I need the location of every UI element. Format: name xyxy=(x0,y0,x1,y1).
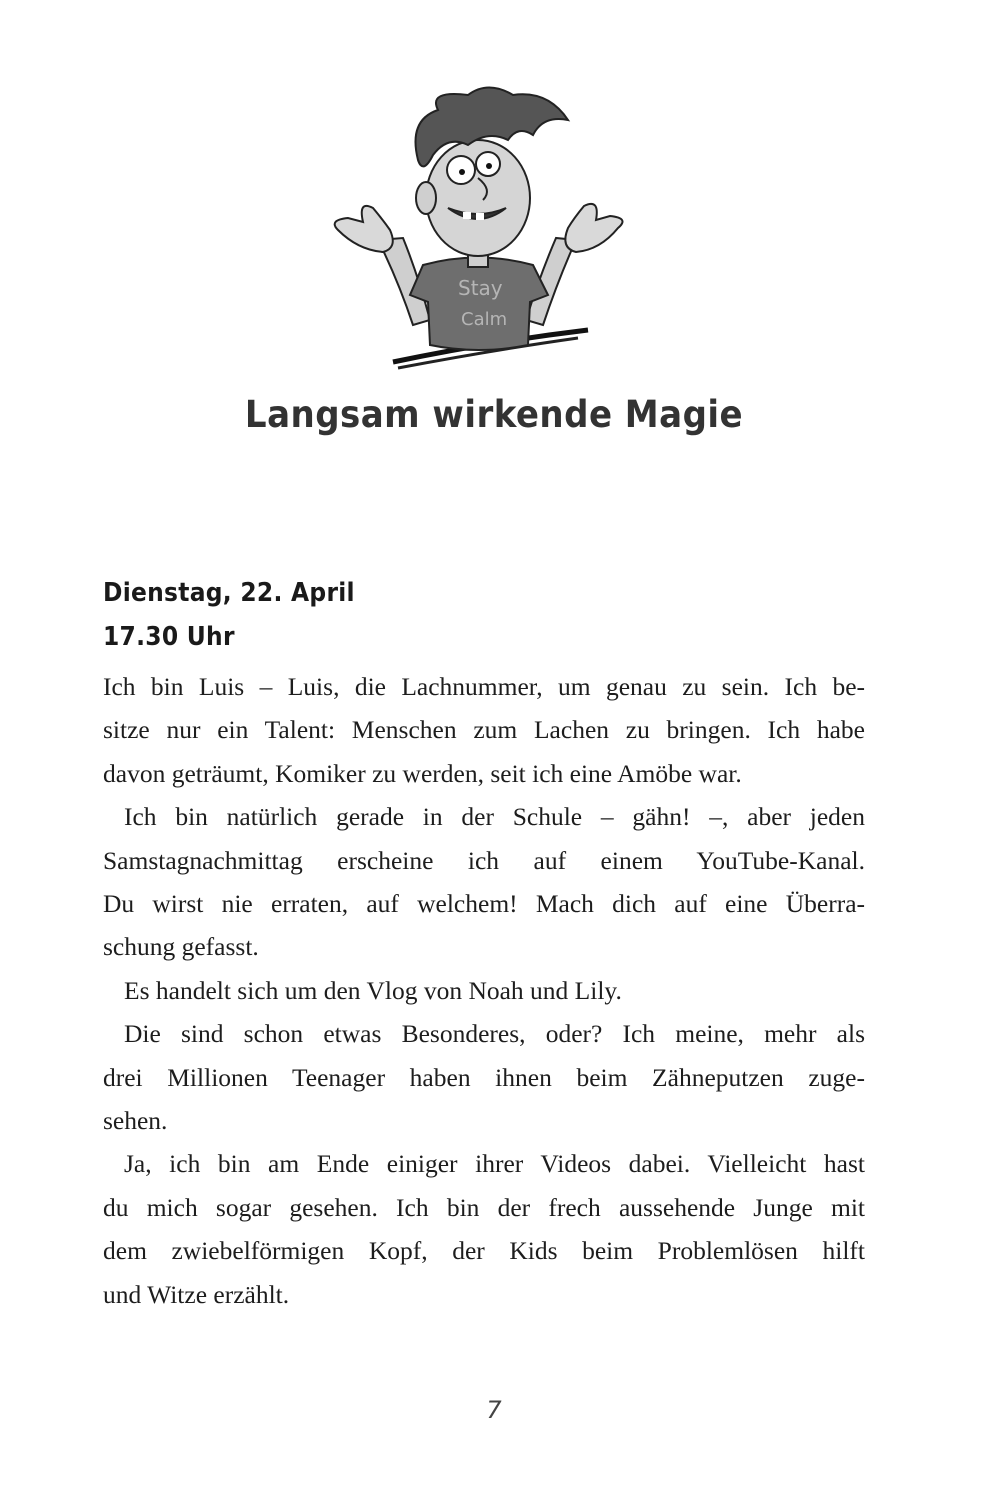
entry-date: Dienstag, 22. April xyxy=(103,578,355,608)
chapter-title: Langsam wirkende Magie xyxy=(244,393,744,436)
text-line: Es handelt sich um den Vlog von Noah und Lily. xyxy=(124,975,622,1005)
text-line: Die sind schon etwas Besonderes, oder? Ich meine, mehr als xyxy=(124,1019,865,1049)
shirt-text-calm: Calm xyxy=(461,309,508,330)
entry-time: 17.30 Uhr xyxy=(103,622,235,652)
text-line: Samstagnachmittag erscheine ich auf einem YouTube-Kanal. xyxy=(103,845,865,875)
text-line: Ja, ich bin am Ende einiger ihrer Videos dabei. Vielleicht hast xyxy=(124,1149,865,1179)
text-line: dem zwiebelförmigen Kopf, der Kids beim Problemlösen hilft xyxy=(103,1236,865,1266)
text-line: Ich bin Luis – Luis, die Lachnummer, um genau zu sein. Ich be- xyxy=(103,672,865,701)
shrugging-boy-icon xyxy=(318,80,638,375)
text-line: schung gefasst. xyxy=(103,932,259,962)
text-line: sehen. xyxy=(103,1106,168,1136)
text-line: davon geträumt, Komiker zu werden, seit ich eine Amöbe war. xyxy=(103,758,742,788)
text-line: Ich bin natürlich gerade in der Schule – gähn! –, aber jeden xyxy=(124,802,865,832)
text-line: drei Millionen Teenager haben ihnen beim Zähneputzen zuge- xyxy=(103,1062,865,1092)
body-text xyxy=(103,665,865,1316)
text-line: du mich sogar gesehen. Ich bin der frech aussehende Junge mit xyxy=(103,1192,865,1222)
page-number: 7 xyxy=(486,1396,502,1424)
text-line: sitze nur ein Talent: Menschen zum Lachen zu bringen. Ich habe xyxy=(103,715,865,745)
text-line: und Witze erzählt. xyxy=(103,1279,290,1309)
text-line: Du wirst nie erraten, auf welchem! Mach dich auf eine Überra- xyxy=(103,889,865,919)
shirt-text-stay: Stay xyxy=(458,276,503,300)
boy-illustration xyxy=(318,80,638,375)
